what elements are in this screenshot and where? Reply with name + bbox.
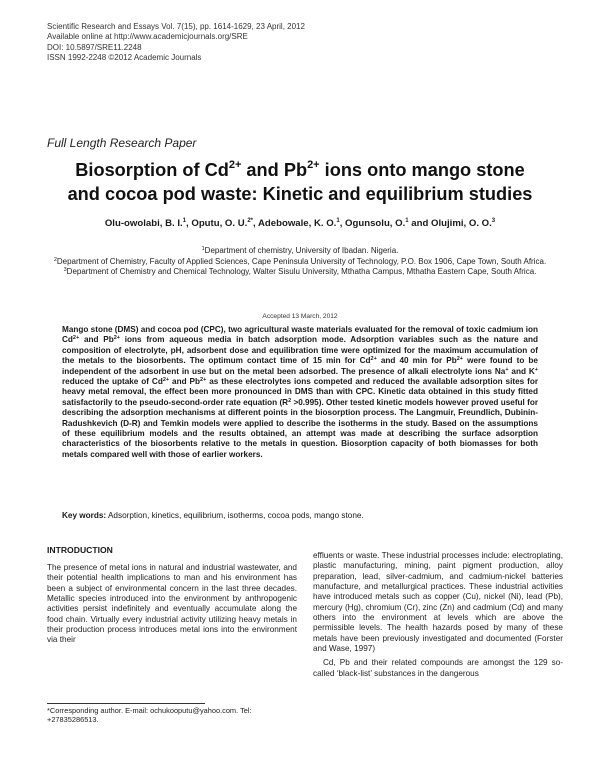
paper-title-line-1 (40, 158, 560, 182)
affiliations (40, 246, 560, 278)
author-name: Ogunsolu, O. (345, 218, 406, 229)
abstract-sup: 2+ (72, 335, 80, 342)
abstract-text: ions from aqueous media in batch adsorption mode. Adsorption variables such as the nature and composition of electrolyte, pH, adsorbent dose and equilibration time were optimized for the maximum accumulation of the metals to the biosorbents. The optimum contact time of 15 min for Cd (62, 335, 538, 366)
accepted-date: Accepted 13 March, 2012 (262, 313, 338, 320)
author-affil-mark: 1 (405, 218, 409, 224)
author-affil-mark: 2* (247, 218, 253, 224)
title-text: Biosorption of Cd (75, 160, 229, 180)
journal-issn: ISSN 1992-2248 ©2012 Academic Journals (47, 52, 202, 62)
abstract-sup: 2+ (370, 356, 377, 363)
paper-title-line-2: and cocoa pod waste: Kinetic and equilibrium studies (67, 184, 533, 204)
affiliation-text: Department of Chemistry, Faculty of Applied Sciences, Cape Peninsula University of Technology, P.O. Box 1906, Cape Town, South Africa. (56, 256, 547, 266)
title-superscript: 2+ (307, 159, 320, 171)
abstract-text: as these electrolytes ions competed and reduced the available adsorption sites for heavy metal removal, the effect been more pronounced in DMS than with CPC. Kinetic data obtained in this study fitted satisfactorily to the pseudo-second-order rate equation (R (62, 377, 539, 407)
journal-availability: Available online at http://www.academicjournals.org/SRE (47, 32, 248, 42)
keywords-label: Key words: (62, 511, 107, 520)
abstract-text: and Pb (169, 377, 201, 387)
affiliation (40, 257, 560, 268)
section-heading-introduction: INTRODUCTION (47, 545, 113, 555)
title-text: and Pb (241, 160, 308, 180)
author-separator: , (253, 218, 258, 229)
article-type: Full Length Research Paper (47, 136, 197, 150)
author-separator: and (408, 218, 432, 229)
abstract (62, 325, 538, 460)
abstract-sup: 2 (288, 397, 292, 404)
author-affil-mark: 1 (182, 218, 187, 224)
author-separator: , (186, 218, 192, 229)
author-affil-mark: 1 (336, 218, 340, 224)
keywords-text: Adsorption, kinetics, equilibrium, isotherms, cocoa pods, mango stone. (106, 511, 364, 520)
abstract-sup: 2+ (162, 377, 170, 384)
affiliation-text: Department of chemistry, University of Ibadan. Nigeria. (204, 246, 399, 255)
abstract-text: and Pb (79, 335, 114, 345)
author-name: Olujimi, O. O. (431, 218, 492, 229)
affiliation-mark: 3 (63, 267, 67, 273)
footnote-divider (47, 703, 205, 704)
affiliation-text: Department of Chemistry and Chemical Technology, Walter Sisulu University, Mthatha Campus, Mthatha Eastern Cape, South Africa. (66, 267, 537, 276)
author-list (20, 218, 580, 229)
keywords (62, 511, 538, 521)
journal-doi: DOI: 10.5897/SRE11.2248 (47, 42, 142, 52)
body-paragraph: Cd, Pb and their related compounds are amongst the 129 so-called ‘black-list’ substances in the dangerous (313, 658, 563, 678)
abstract-sup: + (505, 366, 509, 373)
abstract-text: >0.995). Other tested kinetic models however proved useful for describing the adsorption mechanisms at different points in the biosorption process. The Langmuir, Freundlich, Dubinin- Radushkevich (D-R) and Temkin models were applied to describe the isotherms in the study. Based on the assumptions of these equilibrium models and the results obtained, an attempt was made at describing the surface adsorption characteristics of the biosorbents relative to the metals in question. Biosorption capacity of both biomasses for both metals compared well with those of earlier workers. (62, 397, 539, 459)
abstract-text: were found to be independent of the adsorbent in use but on the metal been adsorbed. The presence of alkali electrolyte ions Na (62, 356, 538, 376)
affiliation (40, 246, 560, 257)
affiliation-mark: 1 (201, 246, 205, 252)
journal-citation: Scientific Research and Essays Vol. 7(15), pp. 1614-1629, 23 April, 2012 (47, 22, 305, 31)
author-name: Oputu, O. U. (191, 218, 248, 229)
abstract-sup: 2+ (113, 335, 120, 342)
author-name: Adebowale, K. O. (257, 218, 337, 229)
affiliation-mark: 2 (53, 256, 57, 263)
abstract-sup: + (534, 366, 539, 373)
abstract-text: Mango stone (DMS) and cocoa pod (CPC), two agricultural waste materials evaluated for the removal of toxic cadmium ion Cd (62, 325, 538, 345)
body-column-right (313, 551, 563, 679)
body-paragraph: effluents or waste. These industrial processes include: electroplating, plastic manufacturing, mining, paint pigment production, alloy preparation, lead, silver-cadmium, and cadmium-nickel batteries manufacture, and metallurgical practices. These industrial activities have introduced metals such as copper (Cu), nickel (Ni), lead (Pb), mercury (Hg), chromium (Cr), zinc (Zn) and cadmium (Cd) and many others into the environment at levels which are above the permissible levels. The health hazards posed by many of these metals have been previously investigated and documented (Forster and Wase, 1997) (313, 551, 563, 654)
affiliation (40, 267, 560, 278)
author-separator: , (339, 218, 346, 229)
title-superscript: 2+ (228, 159, 242, 171)
body-paragraph: The presence of metal ions in natural and industrial wastewater, and their potential health implications to man and his environment has been a subject of environmental concern in the last three decades. Metallic species introduced into the environment by anthropogenic activities persist indefinitely and eventually accumulate along the food chain. Virtually every industrial activity utilizing heavy metals in their production process introduces metal ions into the environment via their (47, 563, 297, 645)
author-name: Olu-owolabi, B. I. (104, 218, 183, 229)
abstract-text: reduced the uptake of Cd (62, 377, 163, 387)
journal-meta (47, 22, 305, 63)
title-text: ions onto mango stone (319, 160, 525, 180)
abstract-sup: 2+ (200, 377, 207, 384)
body-column-left (47, 563, 297, 646)
abstract-text: and K (508, 366, 535, 376)
corresponding-author-footnote: *Corresponding author. E-mail: ochukooputu@yahoo.com. Tel: +27835286513. (47, 706, 252, 725)
abstract-text: and 40 min for Pb (376, 356, 457, 366)
abstract-sup: 2+ (456, 356, 464, 363)
author-affil-mark: 3 (491, 218, 496, 224)
